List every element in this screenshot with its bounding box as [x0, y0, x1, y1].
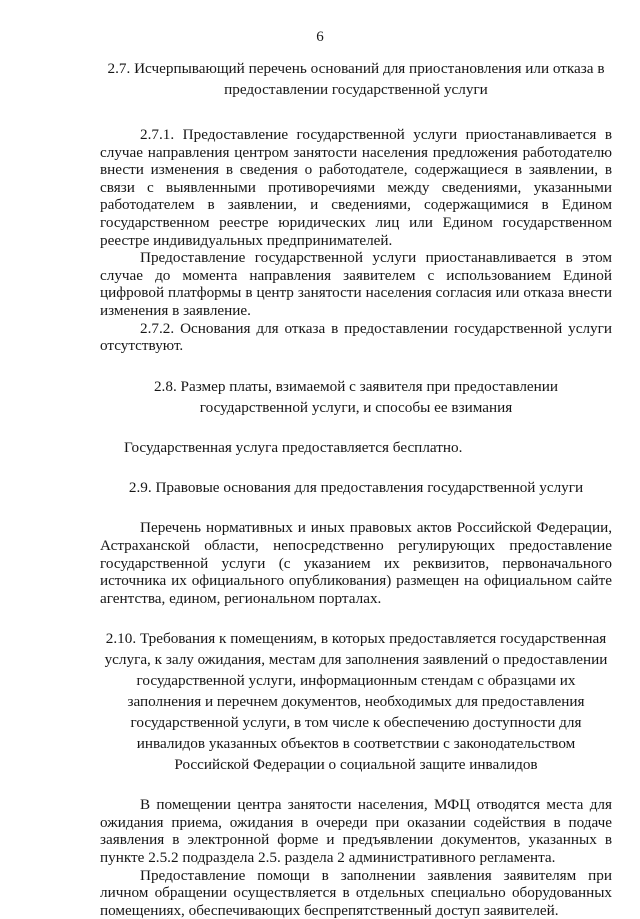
paragraph-suspension-period: Предоставление государственной услуги приостанавливается в этом случае до момента направления заявителем с использованием Единой цифровой платформы в центр занятости населения согласия или отказа внести изменения в заявление.: [100, 249, 612, 319]
paragraph-premises: В помещении центра занятости населения, МФЦ отводятся места для ожидания приема, ожидания в очереди при оказании содействия в подаче заявления в электронной форме и предъявлении документов, указанных в пункте 2.5.2 подраздела 2.5. раздела 2 административного регламента.: [100, 796, 612, 867]
document-body: [100, 58, 612, 919]
page-number: 6: [316, 29, 324, 45]
paragraph-free-of-charge: Государственная услуга предоставляется бесплатно.: [124, 438, 463, 456]
section-2-9-heading: 2.9. Правовые основания для предоставления государственной услуги: [128, 479, 584, 497]
section-2-7-heading: 2.7. Исчерпывающий перечень оснований для приостановления или отказа в предоставлении государственной услуги: [107, 60, 605, 98]
paragraph-legal-acts: Перечень нормативных и иных правовых актов Российской Федерации, Астраханской области, непосредственно регулирующих предоставление государственной услуги (с указанием их реквизитов, первоначального источника их официального опубликования) размещен на официальном сайте агентства, едином, региональном порталах.: [100, 519, 612, 607]
paragraph-2-7-1: 2.7.1. Предоставление государственной услуги приостанавливается в случае направления центром занятости населения предложения работодателю внести изменения в сведения о работодателе, содержащиеся в заявлении, в связи с выявленными противоречиями между сведениями, указанными работодателем в заявлении, и сведениями, содержащимися в Едином государственном реестре юридических лиц или Едином государственном реестре индивидуальных предпринимателей.: [100, 126, 612, 249]
paragraph-assistance: Предоставление помощи в заполнении заявления заявителям при личном обращении осуществляется в отдельных специально оборудованных помещениях, обеспечивающих беспрепятственный доступ заявителей.: [100, 866, 612, 919]
section-2-10-heading: 2.10. Требования к помещениям, в которых предоставляется государственная услуга, к залу ожидания, местам для заполнения заявлений о предоставлении государственной услуги, информационным стендам с образцами их заполнения и перечнем документов, необходимых для предоставления государственной услуги, в том числе к обеспечению доступности для инвалидов указанных объектов в соответствии с законодательством Российской Федерации о социальной защите инвалидов: [104, 630, 608, 774]
section-2-8-heading: 2.8. Размер платы, взимаемой с заявителя при предоставлении государственной услуги, и способы ее взимания: [153, 377, 559, 416]
paragraph-2-7-2: 2.7.2. Основания для отказа в предоставлении государственной услуги отсутствуют.: [100, 319, 612, 355]
